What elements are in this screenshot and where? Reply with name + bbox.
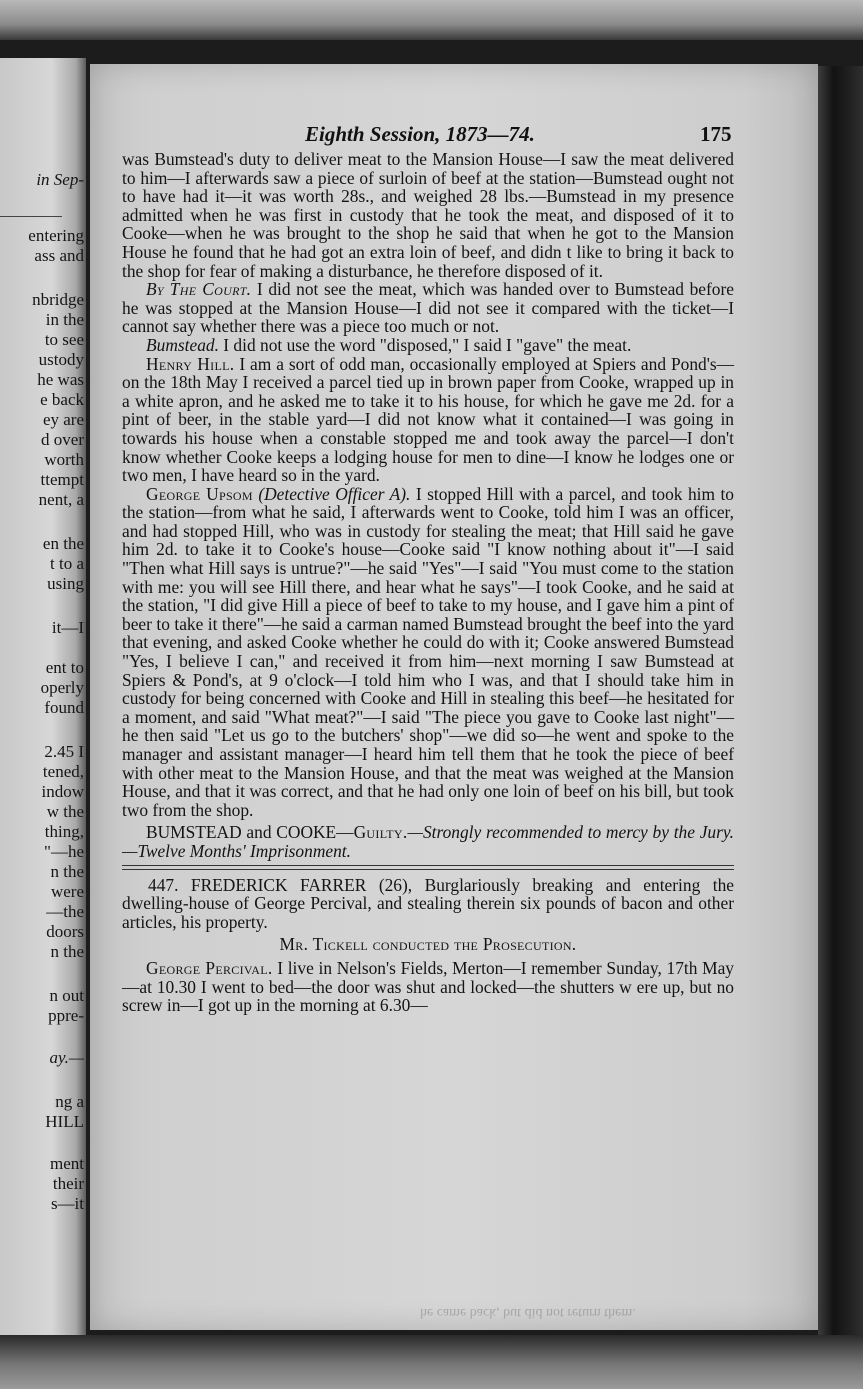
show-through-text: he came back, but did not return them. xyxy=(420,1305,636,1320)
facing-page-fragment: in the xyxy=(45,310,84,329)
facing-page-fragment: thing, xyxy=(44,822,84,841)
facing-page-fragment: ttempt xyxy=(40,470,84,489)
case-divider xyxy=(122,865,734,870)
facing-page-fragment: operly xyxy=(40,678,84,697)
facing-page-fragment: indow xyxy=(41,782,84,801)
facing-page-fragment: nbridge xyxy=(32,290,84,309)
verdict-guilty: Guilty. xyxy=(353,822,408,843)
facing-page-fragment: nent, a xyxy=(38,490,84,509)
facing-page-edge xyxy=(0,58,86,1340)
case-number: 447. xyxy=(148,874,179,895)
paragraph-george-percival: George Percival. I live in Nelson's Fields, Merton—I remember Sunday, 17th May—at 10.30 I went to bed—the door was shut and locked—the shutters w ere up, but no screw in—I got up in the morning at 6.30— xyxy=(122,957,734,1016)
facing-page-fragment: it—I xyxy=(51,618,84,637)
facing-page-fragment: "—he xyxy=(44,842,84,861)
page-number: 175 xyxy=(700,122,732,146)
facing-page-fragment: ment xyxy=(50,1154,84,1173)
facing-page-fragment: their xyxy=(52,1174,84,1193)
facing-page-fragment: —the xyxy=(46,902,84,921)
verdict-names: BUMSTEAD and COOKE— xyxy=(146,822,354,843)
facing-page-fragment: to see xyxy=(44,330,84,349)
facing-page-fragment: d over xyxy=(41,430,84,449)
verdict-sentence: —Strongly recommended to mercy by the Jury.—Twelve Months' Imprisonment. xyxy=(122,822,734,861)
paragraph-henry-hill: Henry Hill. I am a sort of odd man, occasionally employed at Spiers and Pond's—on the 18th May I received a parcel tied up in brown paper from Cooke, wrapped up in a white apron, and he asked me to take it to his house, for which he gave me 2d. for a pint of beer, in the stable yard—I did not know what it contained—I was going in towards his house when a constable stopped me and took away the parcel—I don't know whether Cooke keeps a lodging house for men to dine—I know he lodges one or two men, I have heard so in the yard. xyxy=(122,353,734,486)
paragraph-by-the-court: By The Court. I did not see the meat, which was handed over to Bumstead before he was stopped at the Mansion House—I did not see it compared with the ticket—I cannot say whether there was a piece too much or not. xyxy=(122,279,735,337)
page-body xyxy=(122,150,734,1015)
facing-page-fragment: 2.45 I xyxy=(44,742,84,761)
facing-page-fragment: s—it xyxy=(50,1194,84,1213)
facing-page-fragment: tened, xyxy=(42,762,84,781)
facing-page-fragment: HILL xyxy=(45,1112,84,1131)
paragraph-george-upsom: George Upsom (Detective Officer A). I stopped Hill with a parcel, and took him to the station—from what he said, I afterwards went to Cooke, told him I was an officer, and had stopped Hill, who was in custody for stealing the meat; that Hill said he gave him 2d. to take it to Cooke's house—Cooke said "I know nothing about it"—I said "Then what Hill says is untrue?"—he said "Yes"—I said "You must come to the station with me: you will see Hill there, and hear what he says"—I took Cooke, and he said at the station, "I did give Hill a piece of beef to take to my house, and I gave him a pint of beer to take it there"—he said a carman named Bumstead brought the beef into the yard that evening, and asked Cooke whether he could do with it; Cooke answered Bumstead "Yes, I believe I can," and received it from him—next morning I saw Bumstead at Spiers & Pond's, at 9 o'clock—I told him who I was, and that I should take him in custody for being concerned with Cooke and Hill in stealing this beef—he hesitated for a moment, and said "What meat?"—I said "The piece you gave to Cooke last night"—he then said "Let us go to the butchers' shop"—we did so—he went and spoke to the manager and assistant manager—I heard him tell them that he took the piece of beef with other meat to the Mansion House, and that the meat was weighed at the Mansion House, and that it was correct, and that he had only one loin of beef on his bill, but took two from the shop. xyxy=(122,483,734,820)
page-header xyxy=(90,122,818,148)
book-fore-edge xyxy=(818,66,863,1336)
case-heading: 447. FREDERICK FARRER (26), Burglariously breaking and entering the dwelling-house of George Percival, and stealing therein six pounds of bacon and other articles, his property. xyxy=(122,874,734,932)
facing-page-fragment: n the xyxy=(50,942,84,961)
facing-page-fragment: worth xyxy=(44,450,84,469)
facing-page-fragment: ass and xyxy=(34,246,84,265)
facing-page-fragment: in Sep- xyxy=(36,170,84,189)
facing-page-fragment: found xyxy=(44,698,84,717)
facing-page-fragment: using xyxy=(47,574,84,593)
facing-page-fragment: ustody xyxy=(38,350,84,369)
facing-page-fragment: ey are xyxy=(42,410,84,429)
speaker-label: Henry Hill. xyxy=(146,353,235,374)
facing-page-fragment: ent to xyxy=(45,658,84,677)
facing-page-fragment: ay.— xyxy=(49,1048,84,1067)
facing-page-fragment: he was xyxy=(37,370,84,389)
case-defendant: FREDERICK FARRER (26), xyxy=(190,874,413,895)
book-page xyxy=(90,64,818,1330)
facing-page-fragment: t to a xyxy=(50,554,84,573)
speaker-label: George Percival. xyxy=(146,957,273,978)
verdict xyxy=(122,823,734,860)
facing-page-fragment: e back xyxy=(40,390,84,409)
paragraph-bumstead: Bumstead. I did not use the word "disposed," I said I "gave" the meat. xyxy=(146,334,632,355)
facing-page-fragment: n out xyxy=(49,986,84,1005)
facing-page-rule xyxy=(0,216,62,217)
speaker-label: By The Court. xyxy=(146,279,252,300)
facing-page-fragment: ppre- xyxy=(48,1006,84,1025)
facing-page-fragment: ng a xyxy=(55,1092,84,1111)
speaker-role: (Detective Officer A). xyxy=(252,483,411,504)
scan-top-border xyxy=(0,0,863,40)
facing-page-fragment: n the xyxy=(50,862,84,881)
facing-page-fragment: entering xyxy=(28,226,84,245)
speaker-label: George Upsom xyxy=(146,483,253,504)
facing-page-fragment: were xyxy=(50,882,84,901)
facing-page-fragment: w the xyxy=(46,802,84,821)
paragraph-testimony-continued: was Bumstead's duty to deliver meat to the Mansion House—I saw the meat delivered to him—I afterwards saw a piece of surloin of beef at the station—Bumstead ought not to have had it—it was worth 28s., and weighed 28 lbs.—Bumstead in my presence admitted when he was first in custody that he took the meat, and disposed of it to Cooke—when he was brought to the shop he said that when he got to the Mansion House he found that he had got an extra loin of beef, and didn t like to bring it back to the shop for fear of making a disturbance, he therefore disposed of it. xyxy=(122,149,734,281)
running-head: Eighth Session, 1873—74. xyxy=(305,122,535,146)
prosecution-line: Mr. Tickell conducted the Prosecution. xyxy=(279,934,577,955)
facing-page-fragment: en the xyxy=(42,534,84,553)
facing-page-fragment: doors xyxy=(46,922,84,941)
scan-bottom-border xyxy=(0,1335,863,1389)
speaker-label: Bumstead. xyxy=(146,334,219,355)
